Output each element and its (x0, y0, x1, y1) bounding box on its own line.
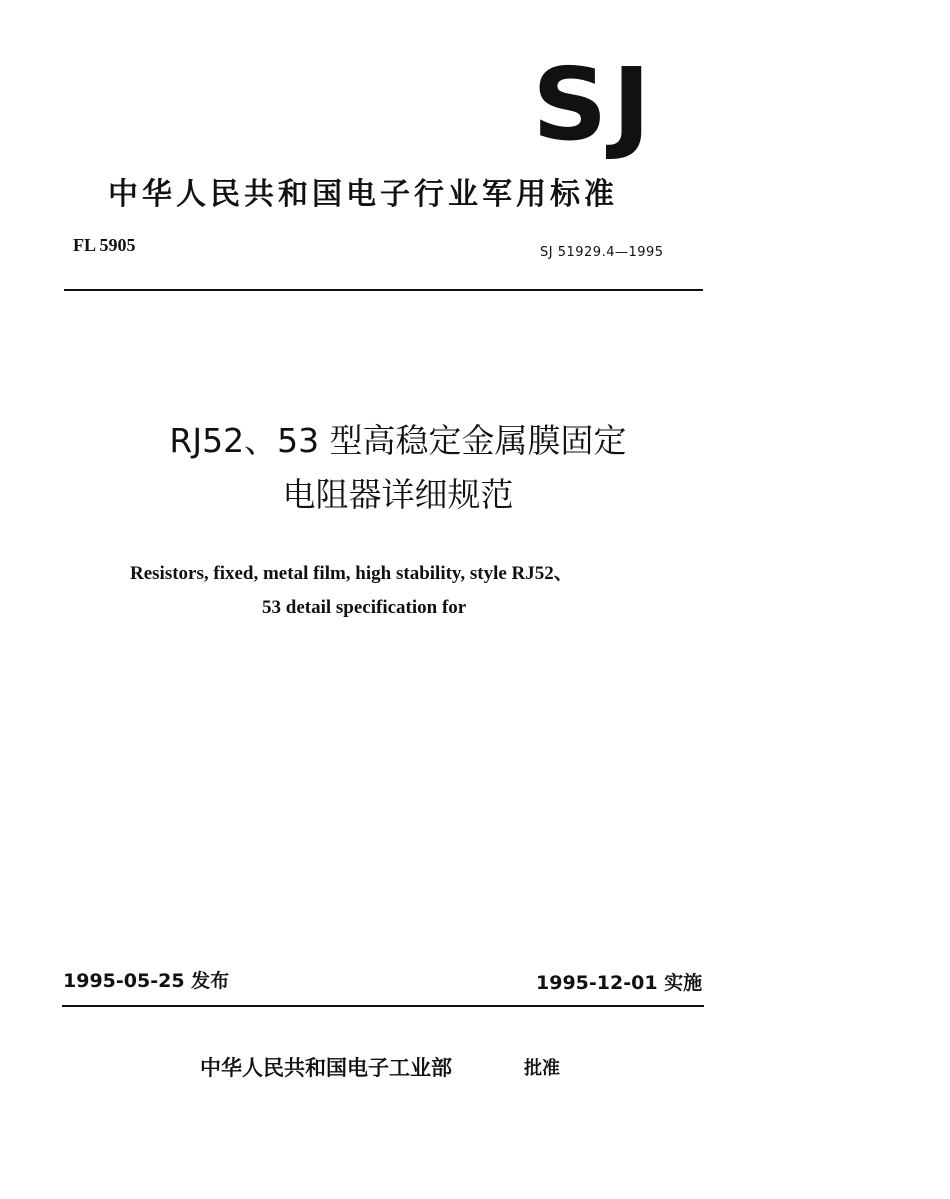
implementation-date: 1995-12-01 实施 (536, 972, 703, 994)
fl-code: FL 5905 (73, 235, 136, 255)
bottom-divider (62, 1005, 704, 1007)
organization-title: 中华人民共和国电子行业军用标准 (108, 177, 618, 212)
issue-date: 1995-05-25 发布 (63, 970, 230, 992)
approving-authority: 中华人民共和国电子工业部 (200, 1056, 452, 1080)
sj-logo: SJ (532, 46, 656, 163)
chinese-title (60, 414, 720, 522)
chinese-title-line-2: 电阻器详细规范 (282, 475, 514, 514)
english-title (60, 557, 760, 625)
standard-number: SJ 51929.4—1995 (540, 245, 664, 260)
english-title-line-2: 53 detail specification for (262, 597, 467, 618)
top-divider (64, 289, 703, 291)
english-title-line-1: Resistors, fixed, metal film, high stability, style RJ52、 (130, 563, 573, 584)
approval-label: 批准 (524, 1058, 560, 1079)
chinese-title-line-1: RJ52、53 型高稳定金属膜固定 (169, 421, 627, 460)
